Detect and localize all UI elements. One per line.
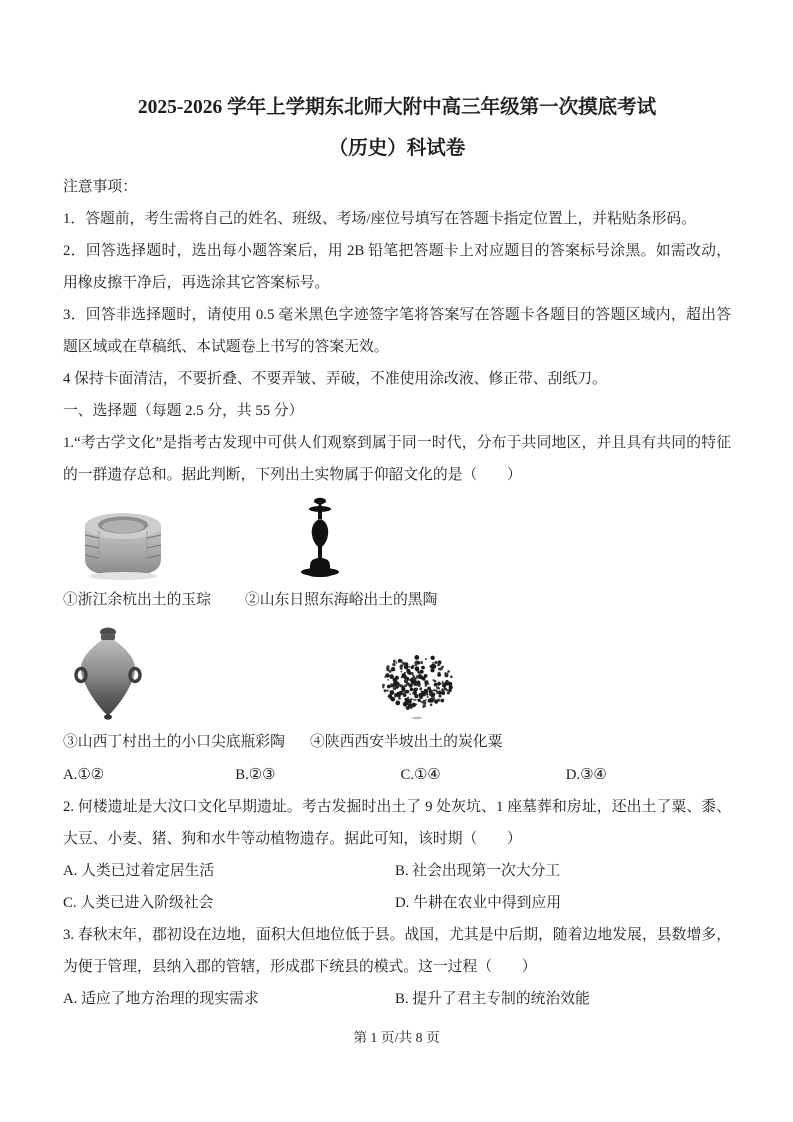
question-2-options xyxy=(63,855,731,919)
question-2-option-c: C. 人类已进入阶级社会 xyxy=(63,894,214,911)
figure-2-caption: ②山东日照东海峪出土的黑陶 xyxy=(245,591,438,608)
question-2-option-d: D. 牛耕在农业中得到应用 xyxy=(395,894,562,911)
exam-subtitle: （历史）科试卷 xyxy=(328,138,466,160)
question-3-option-a: A. 适应了地方治理的现实需求 xyxy=(63,990,259,1007)
question-3-option-b: B. 提升了君主专制的统治效能 xyxy=(395,990,590,1007)
question-1 xyxy=(63,427,731,791)
question-1-option-c: C.①④ xyxy=(400,766,441,783)
notice-item-2: 2．回答选择题时，选出每小题答案后，用 2B 铅笔把答题卡上对应题目的答案标号涂黑。如需改动，用橡皮擦干净后，再选涂其它答案标号。 xyxy=(63,242,731,291)
question-2-option-b: B. 社会出现第一次大分工 xyxy=(395,862,561,879)
figure-1-container xyxy=(63,507,245,581)
notice-heading: 注意事项： xyxy=(63,178,137,195)
question-1-option-b: B.②③ xyxy=(235,766,276,783)
question-2 xyxy=(63,791,731,919)
exam-title: 2025-2026 学年上学期东北师大附中高三年级第一次摸底考试 xyxy=(137,97,657,118)
question-1-stem: 1.“考古学文化”是指考古发现中可供人们观察到属于同一时代，分布于共同地区，并且具有共同的特征的一群遗存总和。据此判断，下列出土实物属于仰韶文化的是（ ） xyxy=(63,434,731,483)
figure-row-1 xyxy=(63,497,731,581)
carbonized-millet-image xyxy=(378,655,456,721)
notice-item-1: 1．答题前，考生需将自己的姓名、班级、考场/座位号填写在答题卡指定位置上，并粘贴条形码。 xyxy=(63,210,696,227)
caption-row-2 xyxy=(63,727,731,757)
figure-row-2 xyxy=(63,625,731,721)
figure-3-container xyxy=(63,627,310,721)
question-2-stem: 2. 何楼遗址是大汶口文化早期遗址。考古发掘时出土了 9 处灰坑、1 座墓葬和房址，还出土了粟、黍、大豆、小麦、猪、狗和水牛等动植物遗存。据此可知，该时期（ ） xyxy=(63,798,731,847)
question-1-option-d: D.③④ xyxy=(565,766,607,783)
figure-4-container xyxy=(310,655,456,721)
black-pottery-goblet-image xyxy=(297,497,343,581)
figure-2-container xyxy=(245,497,343,581)
question-1-options xyxy=(63,759,731,791)
figure-4-caption: ④陕西西安半坡出土的炭化粟 xyxy=(310,733,503,750)
page-footer: 第 1 页/共 8 页 xyxy=(353,1030,440,1045)
section-heading: 一、选择题（每题 2.5 分，共 55 分） xyxy=(63,402,304,419)
caption-row-1 xyxy=(63,585,731,615)
question-3-options xyxy=(63,983,731,1015)
notice-item-3: 3．回答非选择题时，请使用 0.5 毫米黑色字迹签字笔将答案写在答题卡各题目的答题区域内，超出答题区域或在草稿纸、本试题卷上书写的答案无效。 xyxy=(63,306,731,355)
question-2-option-a: A. 人类已过着定居生活 xyxy=(63,862,215,879)
question-1-option-a: A.①② xyxy=(63,766,104,783)
question-3 xyxy=(63,919,731,1015)
notice-item-4: 4 保持卡面清洁，不要折叠、不要弄皱、弄破，不准使用涂改液、修正带、刮纸刀。 xyxy=(63,370,607,387)
question-3-stem: 3. 春秋末年，郡初设在边地，面积大但地位低于县。战国，尤其是中后期，随着边地发展，县数增多，为便于管理，县纳入郡的管辖，形成郡下统县的模式。这一过程（ ） xyxy=(63,926,731,975)
figure-1-caption: ①浙江余杭出土的玉琮 xyxy=(63,591,211,608)
figure-3-caption: ③山西丁村出土的小口尖底瓶彩陶 xyxy=(63,733,285,750)
jade-cong-image xyxy=(75,507,171,581)
pointed-bottom-bottle-image xyxy=(71,627,145,721)
